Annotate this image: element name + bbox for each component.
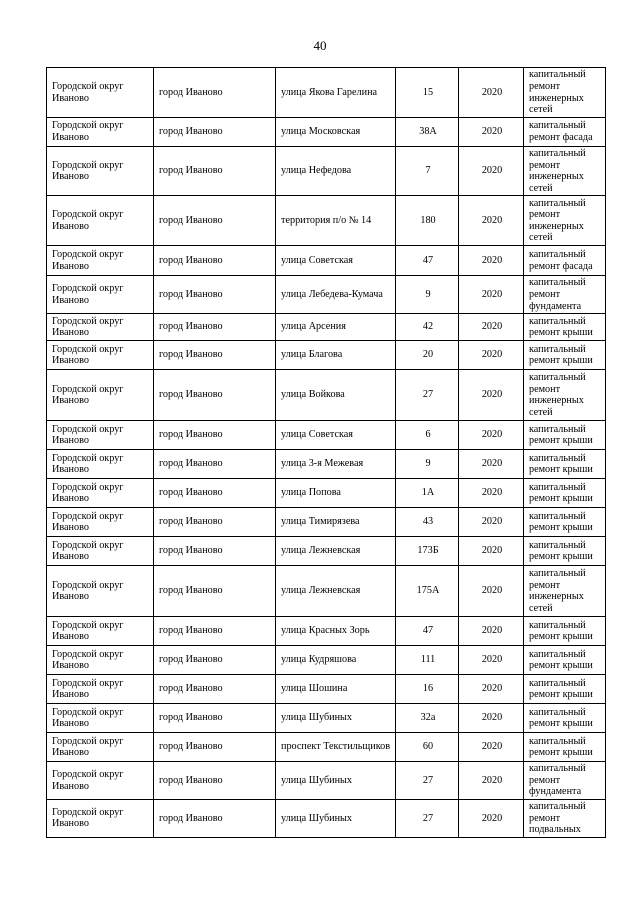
work-type-cell: капитальный ремонт крыши	[524, 314, 606, 341]
house-number-cell: 42	[396, 314, 459, 341]
work-type-cell: капитальный ремонт фундамента	[524, 276, 606, 314]
district-cell: Городской округ Иваново	[47, 508, 154, 537]
district-cell: Городской округ Иваново	[47, 68, 154, 118]
year-cell: 2020	[459, 370, 524, 421]
street-cell: улица Шубиных	[276, 799, 396, 837]
table-row	[47, 246, 606, 276]
district-cell: Городской округ Иваново	[47, 276, 154, 314]
table-row	[47, 68, 606, 118]
year-cell: 2020	[459, 246, 524, 276]
year-cell: 2020	[459, 508, 524, 537]
table-row	[47, 118, 606, 147]
street-cell: улица Шошина	[276, 675, 396, 704]
house-number-cell: 180	[396, 196, 459, 246]
street-cell: улица Попова	[276, 479, 396, 508]
street-cell: проспект Текстильщиков	[276, 733, 396, 762]
city-cell: город Иваново	[154, 276, 276, 314]
district-cell: Городской округ Иваново	[47, 799, 154, 837]
city-cell: город Иваново	[154, 341, 276, 370]
work-type-cell: капитальный ремонт крыши	[524, 617, 606, 646]
table-row	[47, 617, 606, 646]
district-cell: Городской округ Иваново	[47, 421, 154, 450]
district-cell: Городской округ Иваново	[47, 246, 154, 276]
table-row	[47, 196, 606, 246]
district-cell: Городской округ Иваново	[47, 646, 154, 675]
table-row	[47, 370, 606, 421]
table-row	[47, 799, 606, 837]
table-row	[47, 147, 606, 196]
city-cell: город Иваново	[154, 479, 276, 508]
district-cell: Городской округ Иваново	[47, 537, 154, 566]
year-cell: 2020	[459, 68, 524, 118]
city-cell: город Иваново	[154, 421, 276, 450]
house-number-cell: 175А	[396, 566, 459, 617]
house-number-cell: 111	[396, 646, 459, 675]
year-cell: 2020	[459, 421, 524, 450]
repair-register-table	[46, 67, 606, 838]
city-cell: город Иваново	[154, 537, 276, 566]
year-cell: 2020	[459, 118, 524, 147]
street-cell: улица Лежневская	[276, 566, 396, 617]
house-number-cell: 1А	[396, 479, 459, 508]
street-cell: улица Советская	[276, 421, 396, 450]
work-type-cell: капитальный ремонт крыши	[524, 508, 606, 537]
work-type-cell: капитальный ремонт крыши	[524, 341, 606, 370]
city-cell: город Иваново	[154, 147, 276, 196]
street-cell: территория п/о № 14	[276, 196, 396, 246]
work-type-cell: капитальный ремонт фасада	[524, 118, 606, 147]
district-cell: Городской округ Иваново	[47, 617, 154, 646]
year-cell: 2020	[459, 537, 524, 566]
table-row	[47, 276, 606, 314]
street-cell: улица Шубиных	[276, 762, 396, 800]
house-number-cell: 27	[396, 799, 459, 837]
city-cell: город Иваново	[154, 617, 276, 646]
work-type-cell: капитальный ремонт крыши	[524, 646, 606, 675]
street-cell: улица Советская	[276, 246, 396, 276]
table-row	[47, 341, 606, 370]
year-cell: 2020	[459, 762, 524, 800]
work-type-cell: капитальный ремонт подвальных	[524, 799, 606, 837]
table-row	[47, 508, 606, 537]
house-number-cell: 6	[396, 421, 459, 450]
city-cell: город Иваново	[154, 646, 276, 675]
city-cell: город Иваново	[154, 675, 276, 704]
table-row	[47, 314, 606, 341]
year-cell: 2020	[459, 479, 524, 508]
city-cell: город Иваново	[154, 370, 276, 421]
year-cell: 2020	[459, 704, 524, 733]
year-cell: 2020	[459, 733, 524, 762]
street-cell: улица Благова	[276, 341, 396, 370]
city-cell: город Иваново	[154, 799, 276, 837]
work-type-cell: капитальный ремонт инженерных сетей	[524, 370, 606, 421]
year-cell: 2020	[459, 276, 524, 314]
house-number-cell: 27	[396, 370, 459, 421]
house-number-cell: 47	[396, 617, 459, 646]
district-cell: Городской округ Иваново	[47, 314, 154, 341]
table-row	[47, 566, 606, 617]
district-cell: Городской округ Иваново	[47, 675, 154, 704]
table-row	[47, 646, 606, 675]
house-number-cell: 32а	[396, 704, 459, 733]
city-cell: город Иваново	[154, 68, 276, 118]
work-type-cell: капитальный ремонт крыши	[524, 704, 606, 733]
street-cell: улица Якова Гарелина	[276, 68, 396, 118]
work-type-cell: капитальный ремонт фундамента	[524, 762, 606, 800]
street-cell: улица Тимирязева	[276, 508, 396, 537]
year-cell: 2020	[459, 196, 524, 246]
street-cell: улица Арсения	[276, 314, 396, 341]
house-number-cell: 47	[396, 246, 459, 276]
street-cell: улица 3-я Межевая	[276, 450, 396, 479]
house-number-cell: 43	[396, 508, 459, 537]
table-row	[47, 450, 606, 479]
year-cell: 2020	[459, 450, 524, 479]
city-cell: город Иваново	[154, 733, 276, 762]
street-cell: улица Войкова	[276, 370, 396, 421]
district-cell: Городской округ Иваново	[47, 370, 154, 421]
street-cell: улица Шубиных	[276, 704, 396, 733]
house-number-cell: 9	[396, 450, 459, 479]
district-cell: Городской округ Иваново	[47, 479, 154, 508]
year-cell: 2020	[459, 675, 524, 704]
house-number-cell: 9	[396, 276, 459, 314]
house-number-cell: 16	[396, 675, 459, 704]
district-cell: Городской округ Иваново	[47, 147, 154, 196]
year-cell: 2020	[459, 147, 524, 196]
work-type-cell: капитальный ремонт крыши	[524, 733, 606, 762]
street-cell: улица Нефедова	[276, 147, 396, 196]
house-number-cell: 7	[396, 147, 459, 196]
work-type-cell: капитальный ремонт инженерных сетей	[524, 68, 606, 118]
district-cell: Городской округ Иваново	[47, 762, 154, 800]
year-cell: 2020	[459, 617, 524, 646]
table-row	[47, 675, 606, 704]
street-cell: улица Лежневская	[276, 537, 396, 566]
district-cell: Городской округ Иваново	[47, 196, 154, 246]
district-cell: Городской округ Иваново	[47, 341, 154, 370]
city-cell: город Иваново	[154, 704, 276, 733]
city-cell: город Иваново	[154, 762, 276, 800]
city-cell: город Иваново	[154, 508, 276, 537]
work-type-cell: капитальный ремонт крыши	[524, 537, 606, 566]
work-type-cell: капитальный ремонт крыши	[524, 450, 606, 479]
district-cell: Городской округ Иваново	[47, 450, 154, 479]
table-row	[47, 704, 606, 733]
year-cell: 2020	[459, 341, 524, 370]
house-number-cell: 15	[396, 68, 459, 118]
house-number-cell: 173Б	[396, 537, 459, 566]
work-type-cell: капитальный ремонт крыши	[524, 675, 606, 704]
street-cell: улица Кудряшова	[276, 646, 396, 675]
work-type-cell: капитальный ремонт инженерных сетей	[524, 196, 606, 246]
table-row	[47, 537, 606, 566]
city-cell: город Иваново	[154, 314, 276, 341]
street-cell: улица Московская	[276, 118, 396, 147]
work-type-cell: капитальный ремонт крыши	[524, 421, 606, 450]
table-row	[47, 733, 606, 762]
year-cell: 2020	[459, 314, 524, 341]
house-number-cell: 20	[396, 341, 459, 370]
work-type-cell: капитальный ремонт инженерных сетей	[524, 566, 606, 617]
work-type-cell: капитальный ремонт фасада	[524, 246, 606, 276]
table-row	[47, 762, 606, 800]
city-cell: город Иваново	[154, 118, 276, 147]
city-cell: город Иваново	[154, 450, 276, 479]
district-cell: Городской округ Иваново	[47, 704, 154, 733]
house-number-cell: 38А	[396, 118, 459, 147]
table-row	[47, 421, 606, 450]
city-cell: город Иваново	[154, 246, 276, 276]
house-number-cell: 27	[396, 762, 459, 800]
year-cell: 2020	[459, 566, 524, 617]
year-cell: 2020	[459, 799, 524, 837]
city-cell: город Иваново	[154, 566, 276, 617]
table-row	[47, 479, 606, 508]
district-cell: Городской округ Иваново	[47, 566, 154, 617]
city-cell: город Иваново	[154, 196, 276, 246]
work-type-cell: капитальный ремонт инженерных сетей	[524, 147, 606, 196]
district-cell: Городской округ Иваново	[47, 733, 154, 762]
page-number: 40	[313, 38, 327, 53]
street-cell: улица Красных Зорь	[276, 617, 396, 646]
house-number-cell: 60	[396, 733, 459, 762]
year-cell: 2020	[459, 646, 524, 675]
district-cell: Городской округ Иваново	[47, 118, 154, 147]
street-cell: улица Лебедева-Кумача	[276, 276, 396, 314]
work-type-cell: капитальный ремонт крыши	[524, 479, 606, 508]
